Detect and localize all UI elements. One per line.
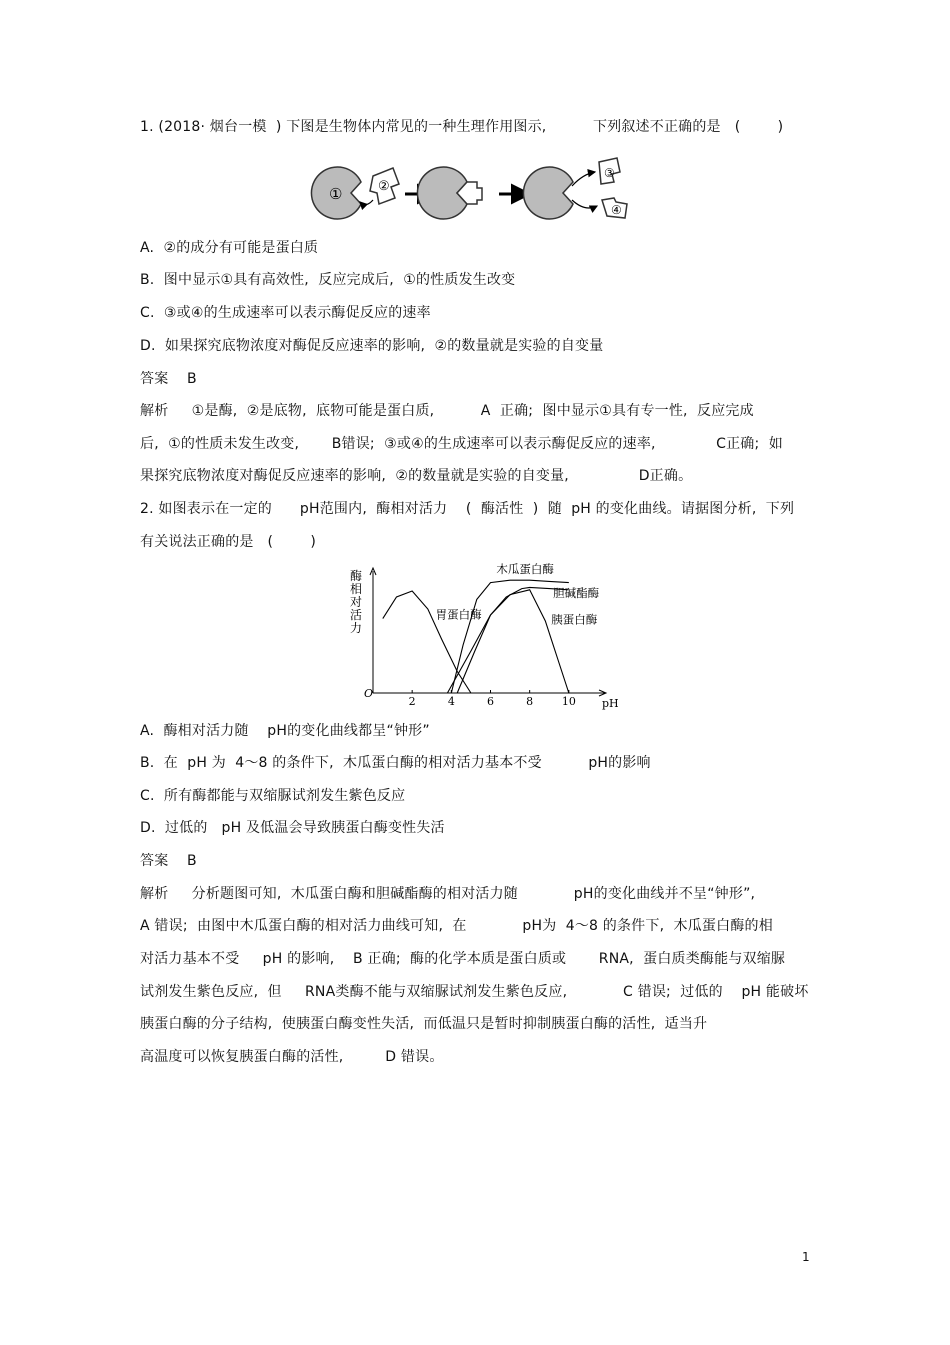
series-line-胰蛋白酶 — [447, 590, 568, 693]
label-4: ④ — [611, 203, 622, 217]
q1-stem: 1. (2018· 烟台一模 ) 下图是生物体内常见的一种生理作用图示, 下列叙述不正确的是 ( ) — [140, 119, 784, 135]
q2-option-b: B. 在 pH 为 4～8 的条件下, 木瓜蛋白酶的相对活力基本不受 pH的影响 — [140, 755, 651, 771]
x-tick-label: 6 — [487, 695, 494, 708]
q1-option-b: B. 图中显示①具有高效性, 反应完成后, ①的性质发生改变 — [140, 272, 516, 288]
q2-analysis-line-1: 解析 分析题图可知, 木瓜蛋白酶和胆碱酯酶的相对活力随 pH的变化曲线并不呈“钟形”, — [140, 886, 756, 902]
q1-option-d: D. 如果探究底物浓度对酶促反应速率的影响, ②的数量就是实验的自变量 — [140, 338, 604, 354]
series-line-木瓜蛋白酶 — [451, 580, 568, 693]
series-label: 胃蛋白酶 — [435, 607, 482, 622]
x-tick-label: 4 — [447, 695, 455, 708]
q1-analysis-line-1: 解析 ①是酶, ②是底物, 底物可能是蛋白质, A 正确; 图中显示①具有专一性, 反应完成 — [140, 403, 754, 419]
q1-answer: 答案 B — [140, 371, 197, 387]
q2-option-c: C. 所有酶都能与双缩脲试剂发生紫色反应 — [140, 788, 406, 804]
enzyme-3 — [523, 167, 573, 219]
enzyme-diagram — [317, 160, 647, 228]
series-label: 胰蛋白酶 — [551, 612, 598, 627]
q1-analysis-line-2: 后, ①的性质未发生改变, B错误; ③或④的生成速率可以表示酶促反应的速率, C正确; 如 — [140, 436, 783, 452]
series-line-胃蛋白酶 — [383, 591, 471, 693]
q1-option-a: A. ②的成分有可能是蛋白质 — [140, 240, 319, 256]
q2-stem-line-1: 2. 如图表示在一定的 pH范围内, 酶相对活力 ( 酶活性 ) 随 pH 的变化曲线。请据图分析, 下列 — [140, 501, 795, 517]
q2-option-a: A. 酶相对活力随 pH的变化曲线都呈“钟形” — [140, 723, 430, 739]
origin-label: O — [364, 687, 374, 700]
q2-option-d: D. 过低的 pH 及低温会导致胰蛋白酶变性失活 — [140, 820, 445, 836]
q1-option-c: C. ③或④的生成速率可以表示酶促反应的速率 — [140, 305, 431, 321]
q2-analysis-line-4: 试剂发生紫色反应, 但 RNA类酶不能与双缩脲试剂发生紫色反应, C 错误; 过低的 pH 能破坏 — [140, 984, 809, 1000]
q1-analysis-line-3: 果探究底物浓度对酶促反应速率的影响, ②的数量就是实验的自变量, D正确。 — [140, 468, 693, 484]
q2-analysis-line-2: A 错误; 由图中木瓜蛋白酶的相对活力曲线可知, 在 pH为 4～8 的条件下, 木瓜蛋白酶的相 — [140, 918, 773, 934]
x-tick-label: 2 — [408, 695, 416, 708]
x-axis-label: pH — [602, 697, 619, 710]
series-label: 胆碱酯酶 — [553, 586, 600, 600]
q2-analysis-line-6: 高温度可以恢复胰蛋白酶的活性, D 错误。 — [140, 1049, 444, 1065]
y-axis-label-char: 酶 — [349, 569, 363, 583]
y-axis-label-char: 力 — [349, 621, 363, 635]
q2-answer: 答案 B — [140, 853, 197, 869]
y-axis-label-char: 活 — [349, 608, 363, 622]
label-3: ③ — [604, 166, 615, 180]
q2-stem-line-2: 有关说法正确的是 ( ) — [140, 534, 317, 550]
label-1: ① — [329, 185, 343, 203]
x-tick-label: 8 — [526, 695, 534, 708]
page-number: 1 — [802, 1250, 810, 1264]
q2-analysis-line-5: 胰蛋白酶的分子结构, 使胰蛋白酶变性失活, 而低温只是暂时抑制胰蛋白酶的活性, 适当升 — [140, 1016, 708, 1032]
label-2: ② — [378, 179, 390, 194]
x-tick-label: 10 — [561, 695, 576, 708]
enzyme-ph-chart — [345, 562, 619, 715]
q2-analysis-line-3: 对活力基本不受 pH 的影响, B 正确; 酶的化学本质是蛋白质或 RNA, 蛋白质类酶能与双缩脲 — [140, 951, 786, 967]
y-axis-label-char: 相 — [349, 582, 363, 596]
y-axis-label-char: 对 — [349, 595, 363, 609]
series-label: 木瓜蛋白酶 — [496, 562, 554, 576]
